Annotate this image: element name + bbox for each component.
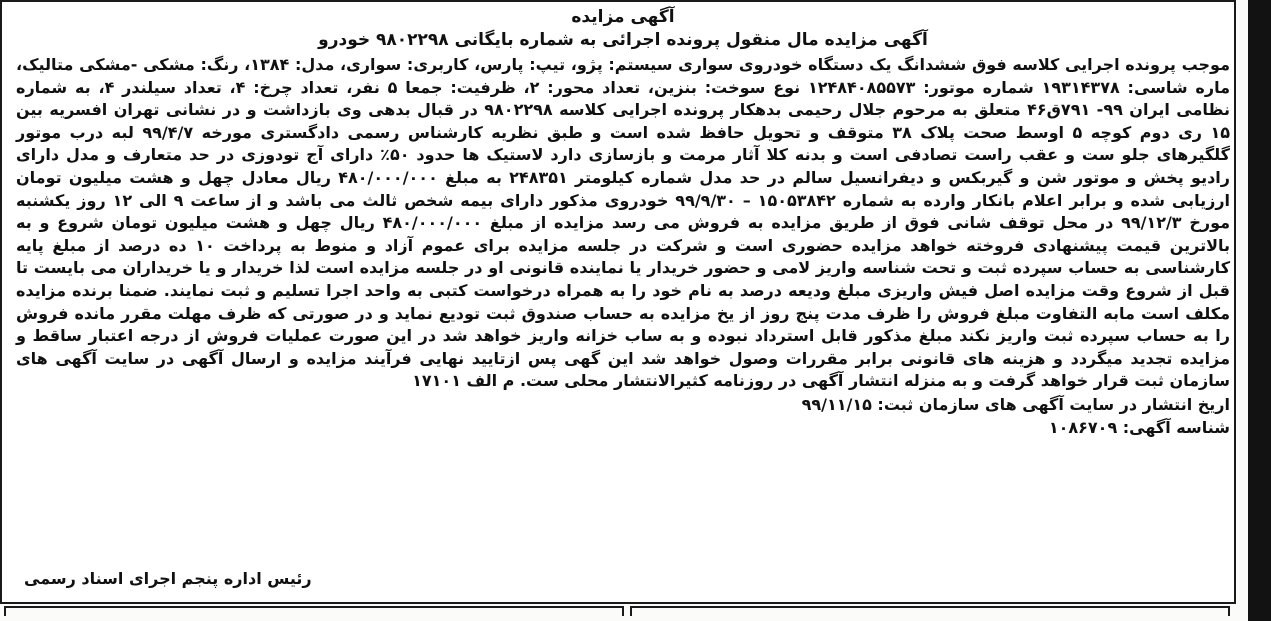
notice-body: موجب پرونده اجرایی کلاسه فوق ششدانگ یک دستگاه خودروی سواری سیستم: پژو، تیپ: پارس، کاربری: سواری، مدل: ۱۳۸۴، رنگ: مشکی -مشکی متالیک، ماره شاسی: ۱۹۳۱۴۳۷۸ شماره موتور: ۱۲۴۸۴۰۸۵۵۷۳ نوع سوخت: بنزین، تعداد محور: ۲، ظرفیت: جمعا ۵ نفر، تعداد چرخ: ۴، تعداد سیلندر ۴، به شماره نظامی ایران ۹۹- ۷۹۱ق۴۶ متعلق به مرحوم جلال رحیمی بدهکار پرونده اجرایی کلاسه ۹۸۰۲۲۹۸ در قبال بدهی وی بازداشت و در نشانی تهران افسریه بین ۱۵ ری دوم کوچه ۵ اوسط صحت پلاک ۳۸ متوقف و تحویل حافظ شده است و طبق نظریه کارشناس رسمی دادگستری مورخه ۹۹/۴/۷ لبه درب موتور گلگیرهای جلو ست و عقب راست تصادفی است و بدنه کلا آثار مرمت و بازسازی دارد لاستیک ها حدود ۵۰٪ دارای آج تودوزی در حد متعارف و مدل دارای رادیو پخش و موتور شن و گیربکس و دیفرانسیل سالم در حد مدل شماره کیلومتر ۲۴۸۳۵۱ به مبلغ ۴۸۰/۰۰۰/۰۰۰ ریال معادل چهل و هشت میلیون تومان ارزیابی شده و برابر اعلام بانکار وارده به شماره ۱۵۰۵۳۸۴۲ – ۹۹/۹/۳۰ خودروی مذکور دارای بیمه شخص ثالث می باشد و از ساعت ۹ الی ۱۲ روز یکشنبه مورخ ۹۹/۱۲/۳ در محل توقف شانی فوق از طریق مزایده به فروش می رسد مزایده از مبلغ ۴۸۰/۰۰۰/۰۰۰ ریال چهل و هشت میلیون تومان شروع و به بالاترین قیمت پیشنهادی فروخته خواهد مزایده حضوری است و شرکت در جلسه مزایده برای عموم آزاد و منوط به پرداخت ۱۰ ده درصد از مبلغ پایه کارشناسی به حساب سپرده ثبت و تحت شناسه واریز لامی و حضور خریدار یا نماینده قانونی او در جلسه مزایده است لذا خریدار و یا خریداران می بایست تا قبل از شروع وقت مزایده اصل فیش واریزی مبلغ ودیعه درصد به نام خود را به همراه درخواست کتبی به واحد اجرا تسلیم و ثبت نمایند. ضمنا برنده مزایده مکلف است مابه التفاوت مبلغ فروش را ظرف مدت پنج روز از یخ مزایده به حساب صندوق ثبت تودیع نماید و در صورتی که ظرف مهلت مقرر مانده فروش را به حساب سپرده ثبت واریز نکند مبلغ مذکور قابل استرداد نبوده و به ساب خزانه واریز خواهد شد در این صورت عملیات فروش از درجه اعتبار ساقط و مزایده تجدید میگردد و هزینه های قانونی برابر مقررات وصول خواهد شد این گهی پس ازتایید نهایی فرآیند مزایده و ارسال آگهی در سایت آگهی های سازمان ثبت قرار خواهد گرفت و به منزله انتشار آگهی در روزنامه کثیرالانتشار محلی ست. م الف ۱۷۱۰۱ <box>16 55 1231 391</box>
publish-date-line: اریخ انتشار در سایت آگهی های سازمان ثبت: ۹۹/۱۱/۱۵ <box>801 394 1230 414</box>
notice-title: آگهی مزایده <box>571 7 675 27</box>
notice-id-line: شناسه آگهی: ۱۰۸۶۷۰۹ <box>1048 417 1230 437</box>
signature-line: رئیس اداره پنجم اجرای اسناد رسمی <box>24 569 312 588</box>
adjacent-column-edge <box>1248 0 1271 621</box>
notice-subtitle: آگهی مزایده مال منقول پرونده اجرائی به شماره بایگانی ۹۸۰۲۲۹۸ خودرو <box>318 30 928 50</box>
notice-content <box>16 6 1230 602</box>
next-notice-border-right <box>630 606 1230 616</box>
next-notice-border-left <box>4 606 624 616</box>
